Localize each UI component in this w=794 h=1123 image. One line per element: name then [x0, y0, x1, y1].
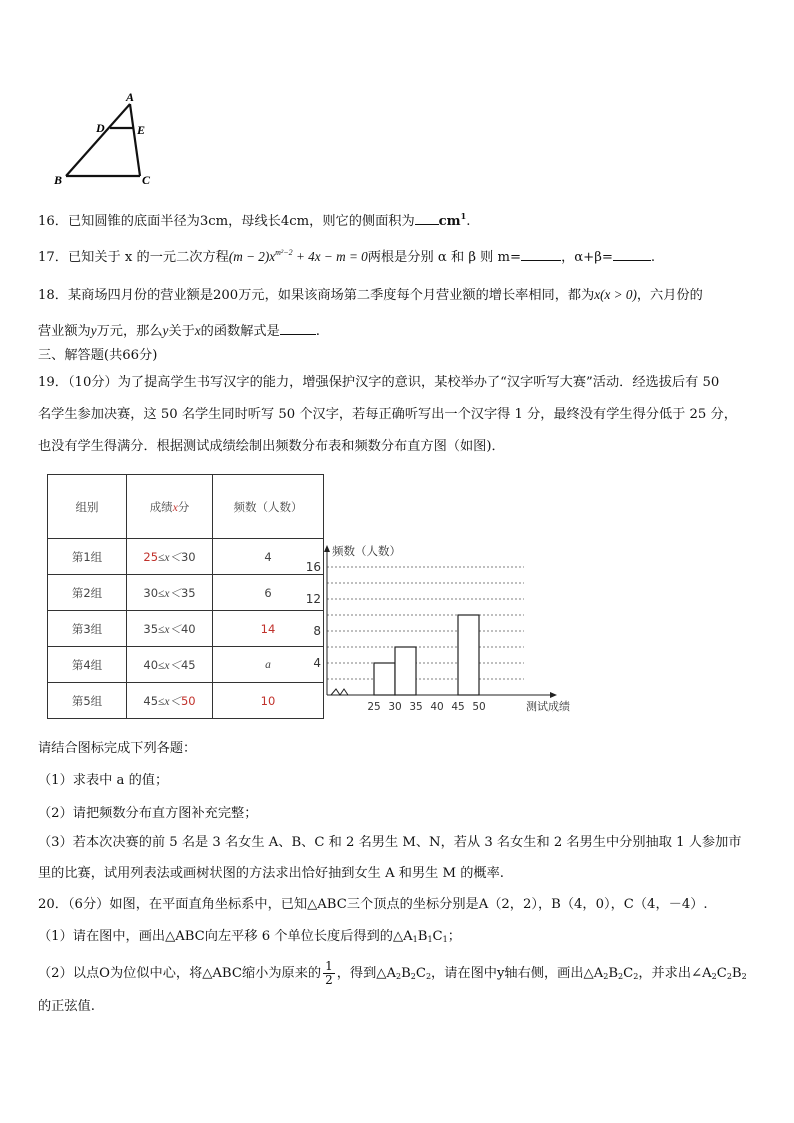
- label-d: D: [96, 121, 105, 135]
- answer-blank-17a[interactable]: [521, 248, 561, 261]
- cell-score-range: 35≤x＜40: [127, 611, 213, 647]
- axis-break: [331, 689, 348, 695]
- question-16: 16．已知圆锥的底面半径为3cm，母线长4cm，则它的侧面积为 $cm^1$.: [38, 211, 471, 229]
- header-score: 成绩x分: [127, 475, 213, 539]
- header-group: 组别: [48, 475, 127, 539]
- question-17: 17．已知关于 x 的一元二次方程$(m - 2)x^{m^2-2} + 4x - m = 0$两根是分别 α 和 β 则 m= ，α+β= .: [38, 248, 656, 265]
- question-19-part3-line2: 里的比赛，试用列表法或画树状图的方法求出恰好抽到女生 A 和男生 M 的概率.: [38, 866, 504, 881]
- question-19-part3-line1: （3）若本次决赛的前 5 名是 3 名女生 A、B、C 和 2 名男生 M、N，若从 3 名女生和 2 名男生中分别抽取 1 人参加市: [38, 835, 742, 850]
- x-tick-label: 40: [430, 701, 444, 713]
- table-row: [48, 575, 324, 611]
- x-tick-label: 35: [409, 701, 423, 713]
- table-row: [48, 611, 324, 647]
- cell-group: 第2组: [48, 575, 127, 611]
- y-tick-label: 8: [313, 624, 321, 638]
- y-tick-label: 16: [305, 560, 321, 574]
- x-tick-label: 25: [367, 701, 381, 713]
- question-20-part2: （2）以点O为位似中心，将△ABC缩小为原来的 $\frac{1}{2}$ ，得到$\triangle A_2B_2C_2$，请在图中y轴右侧，画出$\triangle A_2B_2C_2$，并求出$\angle A_2C_2B_2$: [38, 959, 747, 987]
- question-19-part1: （1）求表中 a 的值；: [38, 773, 169, 788]
- cell-score-range: 25≤x＜30: [127, 539, 213, 575]
- x-tick-label: 45: [451, 701, 465, 713]
- question-18-line1: 18．某商场四月份的营业额是200万元，如果该商场第二季度每个月营业额的增长率相同，都为x(x > 0)，六月份的: [38, 287, 703, 303]
- histogram-bar: [458, 615, 479, 695]
- frequency-histogram: [300, 540, 600, 716]
- cell-frequency: 10: [213, 683, 324, 719]
- triangle-figure: [44, 90, 164, 190]
- cell-score-range: 40≤x＜45: [127, 647, 213, 683]
- histogram-bar: [395, 647, 416, 695]
- label-c: C: [142, 173, 151, 187]
- cell-group: 第4组: [48, 647, 127, 683]
- x-tick-label: 50: [472, 701, 486, 713]
- question-19-line3: 也没有学生得满分．根据测试成绩绘制出频数分布表和频数分布直方图（如图)．: [38, 439, 505, 454]
- x-axis-arrow: [550, 692, 557, 698]
- table-row: [48, 683, 324, 719]
- question-20-part1: （1）请在图中，画出△ABC向左平移 6 个单位长度后得到的$\triangle A_1B_1C_1$；: [38, 929, 461, 944]
- cell-score-range: 30≤x＜35: [127, 575, 213, 611]
- cell-frequency: 6: [213, 575, 324, 611]
- cell-score-range: 45≤x＜50: [127, 683, 213, 719]
- y-axis-arrow: [324, 545, 330, 552]
- question-19-line1: 19．（10分）为了提高学生书写汉字的能力，增强保护汉字的意识，某校举办了“汉字听写大赛”活动．经选拔后有 50: [38, 375, 720, 390]
- question-20-part2-end: 的正弦值.: [38, 999, 95, 1014]
- cell-group: 第1组: [48, 539, 127, 575]
- label-a: A: [126, 90, 135, 104]
- y-tick-label: 12: [305, 592, 321, 606]
- answer-blank-16[interactable]: [415, 212, 439, 225]
- x-axis-label: 测试成绩: [526, 700, 570, 713]
- question-19-prompt: 请结合图标完成下列各题：: [38, 741, 197, 756]
- section-heading: 三、解答题(共66分): [38, 348, 158, 363]
- cell-group: 第3组: [48, 611, 127, 647]
- fraction-one-half: $\frac{1}{2}$: [325, 959, 333, 987]
- frequency-table: [47, 474, 324, 719]
- table-row: [48, 539, 324, 575]
- y-tick-label: 4: [313, 656, 321, 670]
- label-e: E: [137, 123, 146, 137]
- y-axis-label: 频数（人数）: [332, 544, 401, 558]
- cell-frequency: 14: [213, 611, 324, 647]
- histogram-bar: [374, 663, 395, 695]
- x-tick-label: 30: [388, 701, 402, 713]
- answer-blank-17b[interactable]: [613, 248, 651, 261]
- cell-group: 第5组: [48, 683, 127, 719]
- question-20-line1: 20．（6分）如图，在平面直角坐标系中，已知△ABC三个顶点的坐标分别是A（2，2），B（4，0），C（4，－4）.: [38, 897, 708, 912]
- question-18-line2: 营业额为y万元，那么y关于x的函数解式是 .: [38, 323, 320, 339]
- question-19-part2: （2）请把频数分布直方图补充完整；: [38, 806, 258, 821]
- side-ac: [130, 104, 140, 176]
- side-ab: [66, 104, 130, 176]
- equation: $(m - 2)x^{m^2-2} + 4x - m = 0$: [228, 248, 368, 264]
- cell-frequency: 4: [213, 539, 324, 575]
- label-b: B: [54, 173, 63, 187]
- question-19-line2: 名学生参加决赛，这 50 名学生同时听写 50 个汉字，若每正确听写出一个汉字得 1 分，最终没有学生得分低于 25 分，: [38, 407, 737, 422]
- table-header-row: [48, 475, 324, 539]
- cell-frequency: a: [213, 647, 324, 683]
- answer-blank-18[interactable]: [280, 322, 316, 335]
- table-row: [48, 647, 324, 683]
- header-frequency: 频数（人数）: [213, 475, 324, 539]
